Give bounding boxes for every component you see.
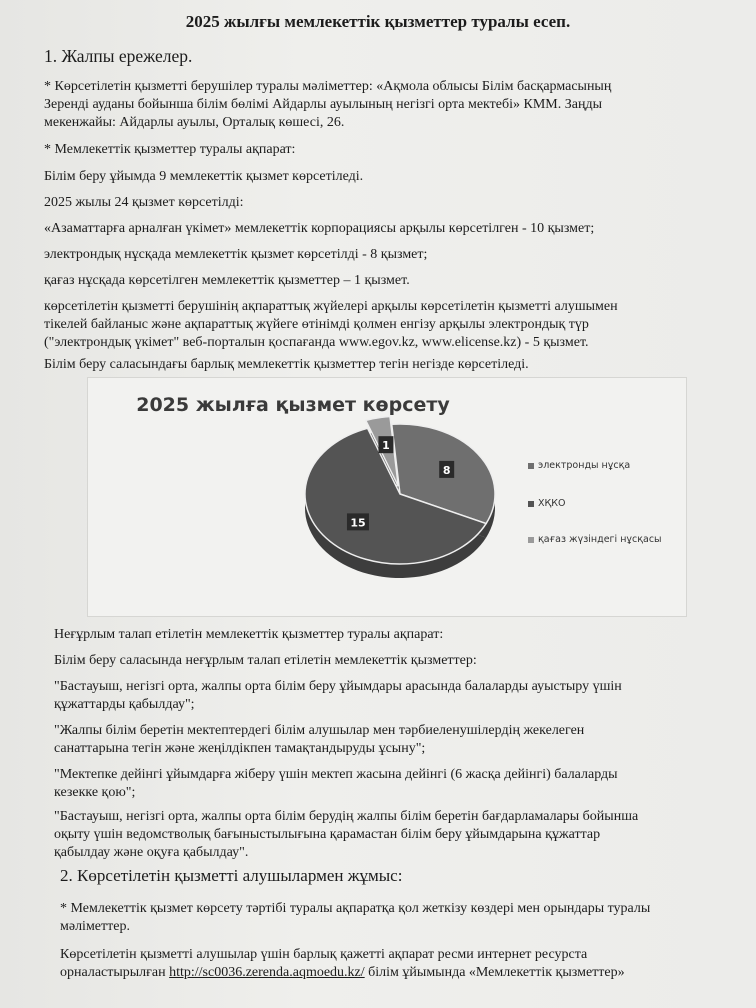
legend-swatch — [528, 463, 534, 469]
access-line: * Мемлекеттік қызмет көрсету тәртібі туралы ақпаратқа қол жеткізу көздері мен орындары туралы — [60, 901, 651, 916]
chart-title: 2025 жылға қызмет көрсету — [136, 394, 450, 416]
legend-label: қағаз жүзіндегі нұсқасы — [538, 534, 662, 545]
info-text: білім ұйымында «Мемлекеттік қызметтер» — [368, 965, 625, 980]
gov-corp-services: «Азаматтарға арналған үкімет» мемлекеттік корпорациясы арқылы көрсетілген - 10 қызмет; — [44, 221, 595, 236]
info-line: Көрсетілетін қызметті алушылар үшін барлық қажетті ақпарат ресми интернет ресурста — [60, 947, 588, 962]
school-website-link[interactable]: http://sc0036.zerenda.aqmoedu.kz/ — [169, 965, 365, 980]
demand-item-line: қабылдау және оқуға қабылдау". — [54, 845, 249, 860]
legend-label: электронды нұсқа — [538, 460, 631, 471]
year-count: 2025 жылы 24 қызмет көрсетілді: — [44, 195, 244, 210]
page-title: 2025 жылғы мемлекеттік қызметтер туралы есеп. — [185, 12, 571, 31]
pie-chart-svg — [88, 378, 686, 616]
demand-item-line: "Жалпы білім беретін мектептердегі білім алушылар мен тәрбиеленушілердің жекелеген — [54, 723, 585, 738]
legend-label: ХҚКО — [538, 498, 566, 509]
pie-chart — [88, 378, 686, 616]
demand-item-line: кезекке қою"; — [54, 785, 136, 800]
info-paragraph — [60, 946, 724, 982]
access-info — [60, 900, 720, 936]
demand-item — [54, 766, 718, 802]
demand-heading: Неғұрлым талап етілетін мемлекеттік қызметтер туралы ақпарат: — [54, 627, 444, 642]
demand-item — [54, 808, 718, 862]
services-count: Білім беру ұйымда 9 мемлекеттік қызмет көрсетіледі. — [44, 169, 364, 184]
demand-item-line: "Бастауыш, негізгі орта, жалпы орта білім берудің жалпы білім беретін бағдарламалары бойынша — [54, 809, 639, 824]
direct-services — [44, 298, 712, 352]
direct-line: ("электрондық үкімет" веб-порталын қоспағанда www.egov.kz, www.elicense.kz) - 5 қызмет. — [44, 335, 589, 350]
legend-swatch — [528, 537, 534, 543]
direct-line: тікелей байланыс және ақпараттық жүйеге өтінімді қолмен енгізу арқылы электрондық түр — [44, 317, 589, 332]
demand-item — [54, 678, 718, 714]
info-line — [60, 964, 724, 982]
paper-services: қағаз нұсқада көрсетілген мемлекеттік қызметтер – 1 қызмет. — [44, 273, 410, 288]
legend-item — [528, 498, 565, 509]
pie-data-label: 15 — [350, 516, 366, 530]
provider-info — [44, 78, 712, 132]
section2-heading: 2. Көрсетілетін қызметті алушылармен жұмыс: — [60, 866, 403, 885]
pie-data-label: 1 — [382, 439, 390, 453]
services-heading: * Мемлекеттік қызметтер туралы ақпарат: — [44, 142, 296, 157]
free-note: Білім беру саласындағы барлық мемлекеттік қызметтер тегін негізде көрсетіледі. — [44, 357, 529, 372]
demand-subheading: Білім беру саласында неғұрлым талап етілетін мемлекеттік қызметтер: — [54, 653, 477, 668]
demand-item-line: санаттарына тегін және жеңілдікпен тамақтандыруды ұсыну"; — [54, 741, 426, 756]
section1-heading: 1. Жалпы ережелер. — [44, 46, 193, 66]
legend-item — [528, 534, 662, 545]
info-text: орналастырылған — [60, 965, 166, 980]
demand-item-line: оқыту үшін ведомстволық бағыныстылығына қарамастан білім беру ұйымдарына құжаттар — [54, 827, 601, 842]
legend-item — [528, 460, 630, 471]
provider-info-line: мекенжайы: Айдарлы ауылы, Орталық көшесі, 26. — [44, 115, 345, 130]
pie-data-label: 8 — [442, 463, 451, 477]
electronic-services: электрондық нұсқада мемлекеттік қызмет көрсетілді - 8 қызмет; — [44, 247, 428, 262]
demand-item-line: құжаттарды қабылдау"; — [54, 697, 195, 712]
legend-swatch — [528, 501, 534, 507]
provider-info-line: * Көрсетілетін қызметті берушілер туралы мәліметтер: «Ақмола облысы Білім басқармасының — [44, 79, 612, 94]
provider-info-line: Зеренді ауданы бойынша білім бөлімі Айдарлы ауылының негізгі орта мектебі» КММ. Заңды — [44, 97, 602, 112]
demand-item-line: "Бастауыш, негізгі орта, жалпы орта білім беру ұйымдары арасында балаларды ауыстыру үшін — [54, 679, 622, 694]
direct-line: көрсетілетін қызметті берушінің ақпараттық жүйелері арқылы көрсетілетін қызметті алушымен — [44, 299, 618, 314]
access-line: мәліметтер. — [60, 919, 130, 934]
demand-item — [54, 722, 718, 758]
demand-item-line: "Мектепке дейінгі ұйымдарға жіберу үшін мектеп жасына дейінгі (6 жасқа дейінгі) балаларды — [54, 767, 618, 782]
